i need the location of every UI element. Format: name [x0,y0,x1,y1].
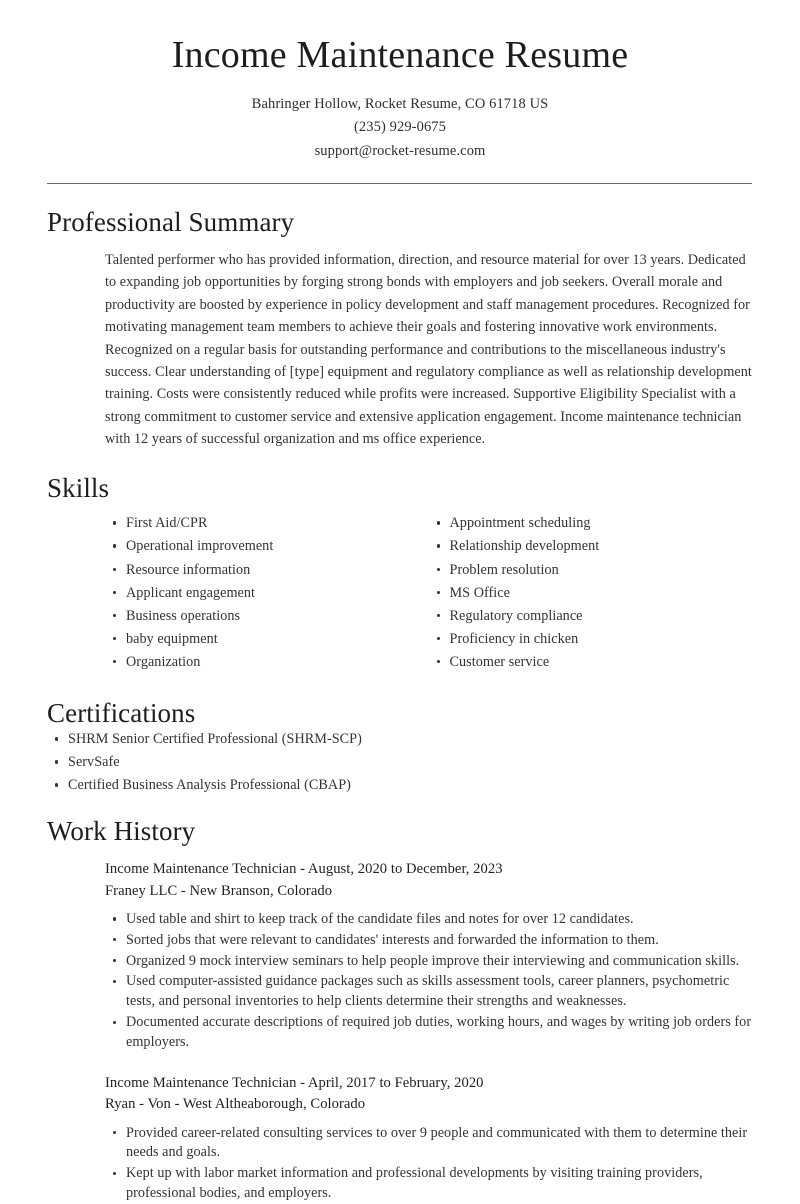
work-history-entries [47,859,752,1204]
list-item: Customer service [429,653,753,671]
list-item: Operational improvement [105,537,429,555]
section-heading-professional-summary: Professional Summary [47,206,752,240]
certifications-list [47,730,752,794]
skills-list-left [105,514,429,670]
contact-email: support@rocket-resume.com [48,140,752,163]
list-item: Documented accurate descriptions of required job duties, working hours, and wages by writing job orders for employers. [105,1013,752,1053]
job-responsibilities [105,910,752,1053]
list-item: MS Office [429,584,753,602]
list-item: Applicant engagement [105,584,429,602]
contact-address: Bahringer Hollow, Rocket Resume, CO 61718 US [48,93,752,116]
work-history-entry [105,859,752,1053]
list-item: Regulatory compliance [429,607,753,625]
list-item: Organized 9 mock interview seminars to help people improve their interviewing and communication skills. [105,952,752,972]
section-skills [0,472,800,676]
list-item: SHRM Senior Certified Professional (SHRM-SCP) [47,730,752,748]
professional-summary-text: Talented performer who has provided information, direction, and resource material for over 13 years. Dedicated to expanding job opportunities by forging strong bonds with employers and job seekers. Overall morale and productivity are boosted by experience in policy development and staff management procedures. Recognized for motivating management team members to achieve their goals and fostering innovative work environments. Recognized on a regular basis for outstanding performance and contributions to the miscellaneous industry's success. Clear understanding of [type] equipment and regulatory compliance as well as relationship development training. Costs were consistently reduced while profits were increased. Supportive Eligibility Specialist with a strong commitment to customer service and extensive application engagement. Income maintenance technician with 12 years of successful organization and ms office experience. [105,249,752,451]
job-company: Franey LLC - New Branson, Colorado [105,881,752,902]
list-item: First Aid/CPR [105,514,429,532]
section-work-history [0,815,800,1204]
list-item: Business operations [105,607,429,625]
skills-columns [47,514,752,675]
list-item: Used table and shirt to keep track of the candidate files and notes for over 12 candidates. [105,910,752,930]
list-item: Provided career-related consulting services to over 9 people and communicated with them to determine their needs and goals. [105,1124,752,1164]
list-item: Certified Business Analysis Professional (CBAP) [47,776,752,794]
section-heading-certifications: Certifications [47,697,752,731]
job-company: Ryan - Von - West Altheaborough, Colorado [105,1094,752,1115]
list-item: Relationship development [429,537,753,555]
job-responsibilities [105,1124,752,1204]
list-item: Organization [105,653,429,671]
section-certifications [0,697,800,795]
list-item: Used computer-assisted guidance packages such as skills assessment tools, career planners, psychometric tests, and personal inventories to help clients determine their strengths and weaknesses. [105,972,752,1012]
header-divider [47,183,752,184]
list-item: Resource information [105,561,429,579]
work-history-entry [105,1073,752,1204]
job-title: Income Maintenance Technician - August, 2020 to December, 2023 [105,859,752,880]
list-item: Sorted jobs that were relevant to candidates' interests and forwarded the information to them. [105,931,752,951]
contact-phone: (235) 929-0675 [48,116,752,139]
list-item: ServSafe [47,753,752,771]
list-item: Problem resolution [429,561,753,579]
section-professional-summary [0,206,800,451]
list-item: Appointment scheduling [429,514,753,532]
page-title: Income Maintenance Resume [48,34,752,77]
list-item: baby equipment [105,630,429,648]
skills-list-right [429,514,753,670]
skills-column-right [429,514,753,675]
list-item: Proficiency in chicken [429,630,753,648]
skills-column-left [105,514,429,675]
list-item: Kept up with labor market information and professional developments by visiting training providers, professional bodies, and employers. [105,1164,752,1204]
resume-header [0,0,800,163]
job-title: Income Maintenance Technician - April, 2017 to February, 2020 [105,1073,752,1094]
section-heading-work-history: Work History [47,815,752,849]
section-heading-skills: Skills [47,472,752,506]
